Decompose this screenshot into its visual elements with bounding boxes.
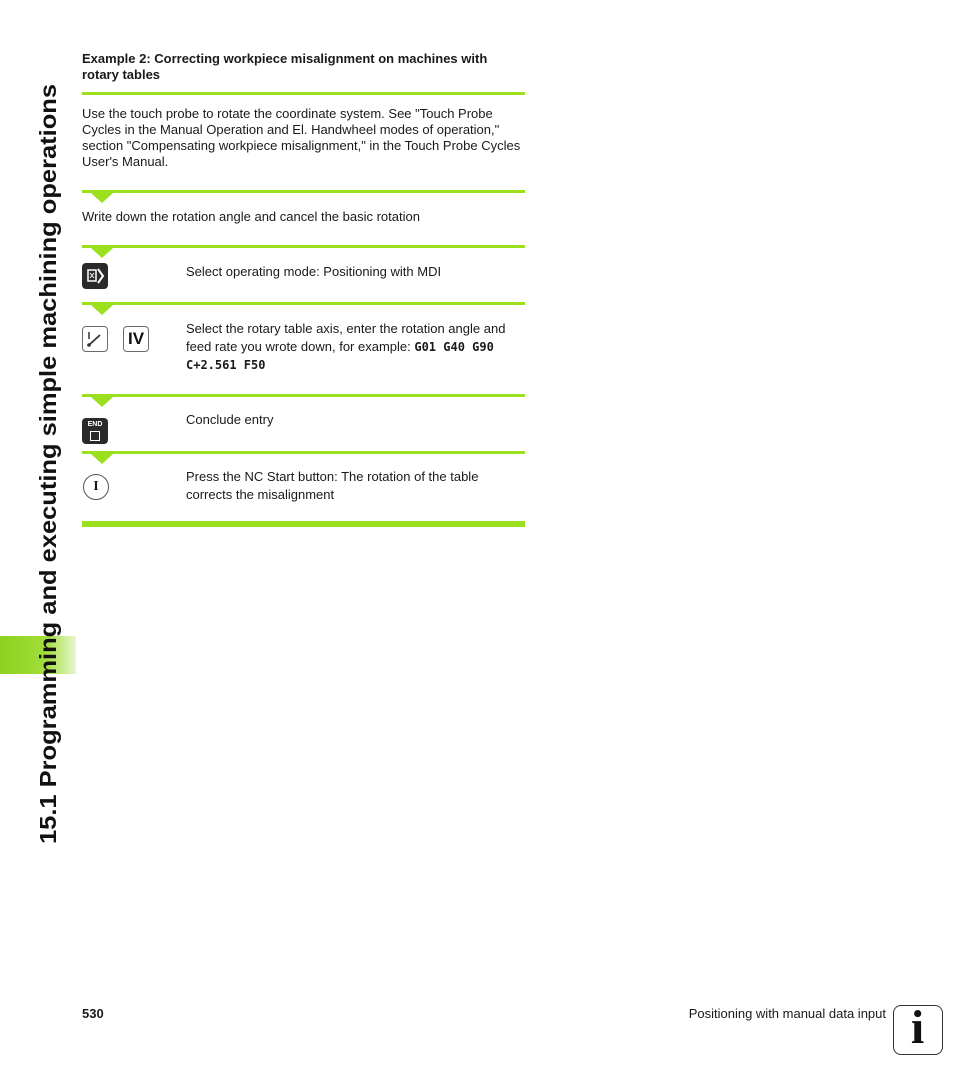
end-square-icon bbox=[90, 431, 100, 441]
note-text: Write down the rotation angle and cancel the basic rotation bbox=[82, 209, 420, 224]
separator bbox=[82, 394, 525, 397]
step-2-description: Select the rotary table axis, enter the rotation angle and feed rate you wrote down, for example: bbox=[186, 321, 506, 354]
info-glyph: i bbox=[910, 1001, 925, 1054]
step-1-text: Select operating mode: Positioning with MDI bbox=[186, 264, 442, 279]
axis-select-key-icon[interactable] bbox=[82, 326, 108, 352]
end-key[interactable] bbox=[82, 418, 108, 444]
chapter-title bbox=[20, 30, 65, 850]
flow-arrow bbox=[91, 248, 113, 258]
step-2-code: G01 G40 G90 C+2.561 F50 bbox=[186, 340, 494, 372]
nc-start-button[interactable] bbox=[83, 474, 109, 500]
mdi-mode-key-icon[interactable] bbox=[82, 263, 108, 289]
end-key-label: END bbox=[87, 421, 103, 428]
flow-arrow bbox=[91, 397, 113, 407]
chapter-title-text: 15.1 Programming and executing simple machining operations bbox=[35, 142, 61, 844]
flow-arrow bbox=[91, 193, 113, 203]
example-heading: Example 2: Correcting workpiece misalignment on machines with rotary tables bbox=[82, 51, 488, 82]
step-2-text bbox=[186, 320, 526, 374]
separator bbox=[82, 245, 525, 248]
flow-arrow bbox=[91, 305, 113, 315]
separator bbox=[82, 451, 525, 454]
separator bbox=[82, 190, 525, 193]
end-separator bbox=[82, 521, 525, 527]
flow-arrow bbox=[91, 454, 113, 464]
info-icon bbox=[893, 1001, 943, 1055]
separator bbox=[82, 92, 525, 95]
axis-iv-key[interactable]: IV bbox=[123, 326, 149, 352]
step-3-text: Conclude entry bbox=[186, 412, 274, 427]
separator bbox=[82, 302, 525, 305]
nc-start-label: I bbox=[93, 479, 99, 494]
step-4-text: Press the NC Start button: The rotation of the table corrects the misalignment bbox=[186, 469, 479, 502]
running-footer: Positioning with manual data input bbox=[688, 1006, 886, 1021]
intro-paragraph: Use the touch probe to rotate the coordinate system. See "Touch Probe Cycles in the Manual Operation and El. Handwheel modes of operation," section "Compensating workpiece misalignment," in the Touch Probe Cycles User's Manual. bbox=[82, 106, 521, 169]
page-number: 530 bbox=[82, 1006, 104, 1021]
